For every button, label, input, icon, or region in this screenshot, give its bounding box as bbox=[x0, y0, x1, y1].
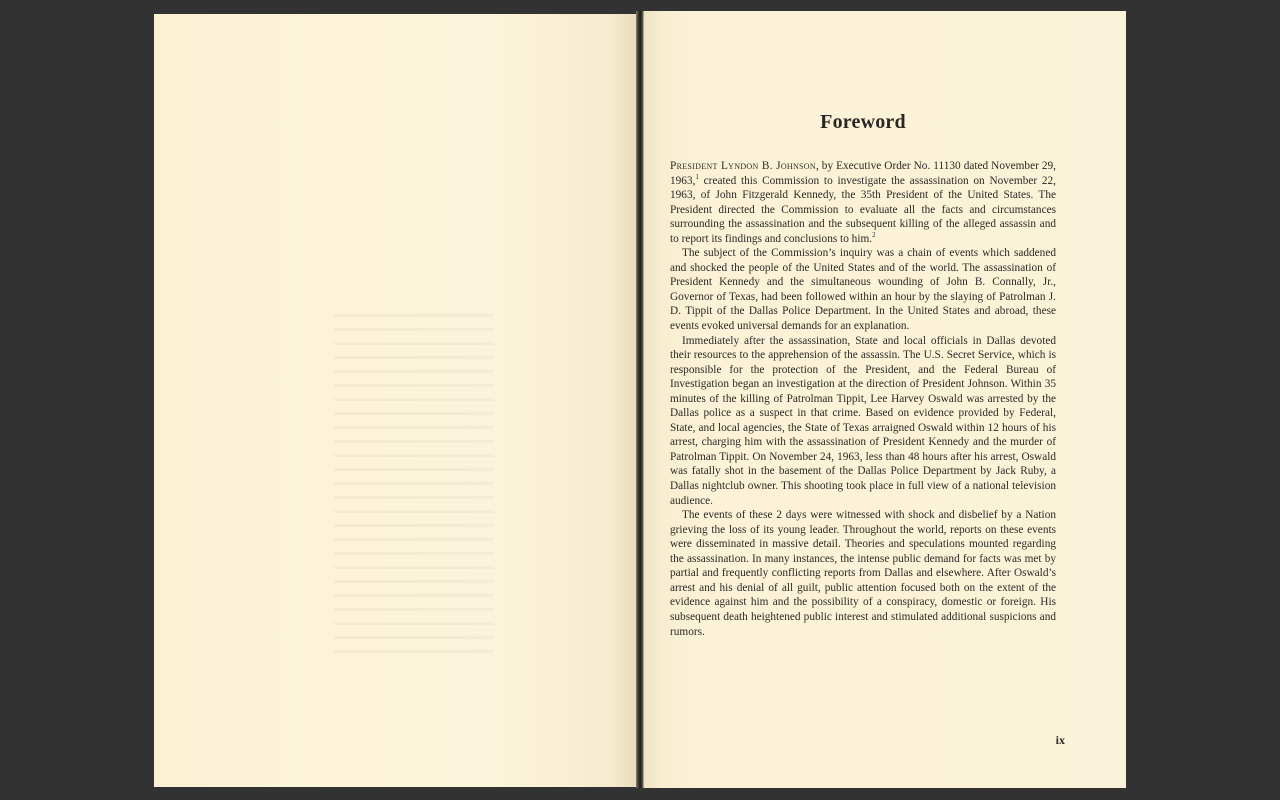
paragraph-1-text-a: , by Executive Order No. 11130 dated November 29, 1963, bbox=[670, 160, 1056, 187]
paragraph-2: The subject of the Commission’s inquiry was a chain of events which saddened and shocked the people of the United States and of the world. The assassination of President Kennedy and the simultaneous wounding of John B. Connally, Jr., Governor of Texas, had been followed within an hour by the slaying of Patrolman J. D. Tippit of the Dallas Police Department. In the United States and abroad, these events evoked universal demands for an explanation. bbox=[670, 247, 1056, 333]
paragraph-4: The events of these 2 days were witnessed with shock and disbelief by a Nation grieving the loss of its young leader. Throughout the world, reports on these events were disseminated in massive detail. Theories and speculations mounted regarding the assassination. In many instances, the intense public demand for facts was met by partial and frequently conflicting reports from Dallas and elsewhere. After Oswald’s arrest and his denial of all guilt, public attention focused both on the extent of the evidence against him and the possibility of a conspiracy, domestic or foreign. His subsequent death heightened public interest and stimulated additional suspicions and rumors. bbox=[670, 509, 1056, 638]
footnote-marker-2: 2 bbox=[872, 230, 876, 239]
lead-in-name: President Lyndon B. Johnson bbox=[670, 160, 816, 172]
footnote-marker-1: 1 bbox=[695, 172, 699, 181]
left-page bbox=[154, 14, 637, 787]
book-gutter bbox=[636, 11, 644, 788]
right-page bbox=[644, 11, 1126, 788]
page-title: Foreword bbox=[820, 111, 906, 133]
page-number: ix bbox=[1055, 733, 1065, 747]
paragraph-1 bbox=[670, 159, 1056, 246]
book-spread bbox=[154, 11, 1126, 788]
body-text bbox=[670, 159, 1056, 639]
paragraph-3: Immediately after the assassination, State and local officials in Dallas devoted their resources to the apprehension of the assassin. The U.S. Secret Service, which is responsible for the protection of the President, and the Federal Bureau of Investigation began an investigation at the direction of President Johnson. Within 35 minutes of the killing of Patrolman Tippit, Lee Harvey Oswald was arrested by the Dallas police as a suspect in that crime. Based on evidence provided by Federal, State, and local agencies, the State of Texas arraigned Oswald within 12 hours of his arrest, charging him with the assassination of President Kennedy and the murder of Patrolman Tippit. On November 24, 1963, less than 48 hours after his arrest, Oswald was fatally shot in the basement of the Dallas Police Department by Jack Ruby, a Dallas nightclub owner. This shooting took place in full view of a national television audience. bbox=[670, 334, 1056, 507]
paragraph-1-text-b: created this Commission to investigate the assassination on November 22, 1963, of John Fitzgerald Kennedy, the 35th President of the United States. The President directed the Commission to evaluate all the facts and circumstances surrounding the assassination and the subsequent killing of the alleged assassin and to report its findings and conclusions to him. bbox=[670, 174, 1056, 245]
bleed-through-shadow bbox=[334, 314, 494, 654]
